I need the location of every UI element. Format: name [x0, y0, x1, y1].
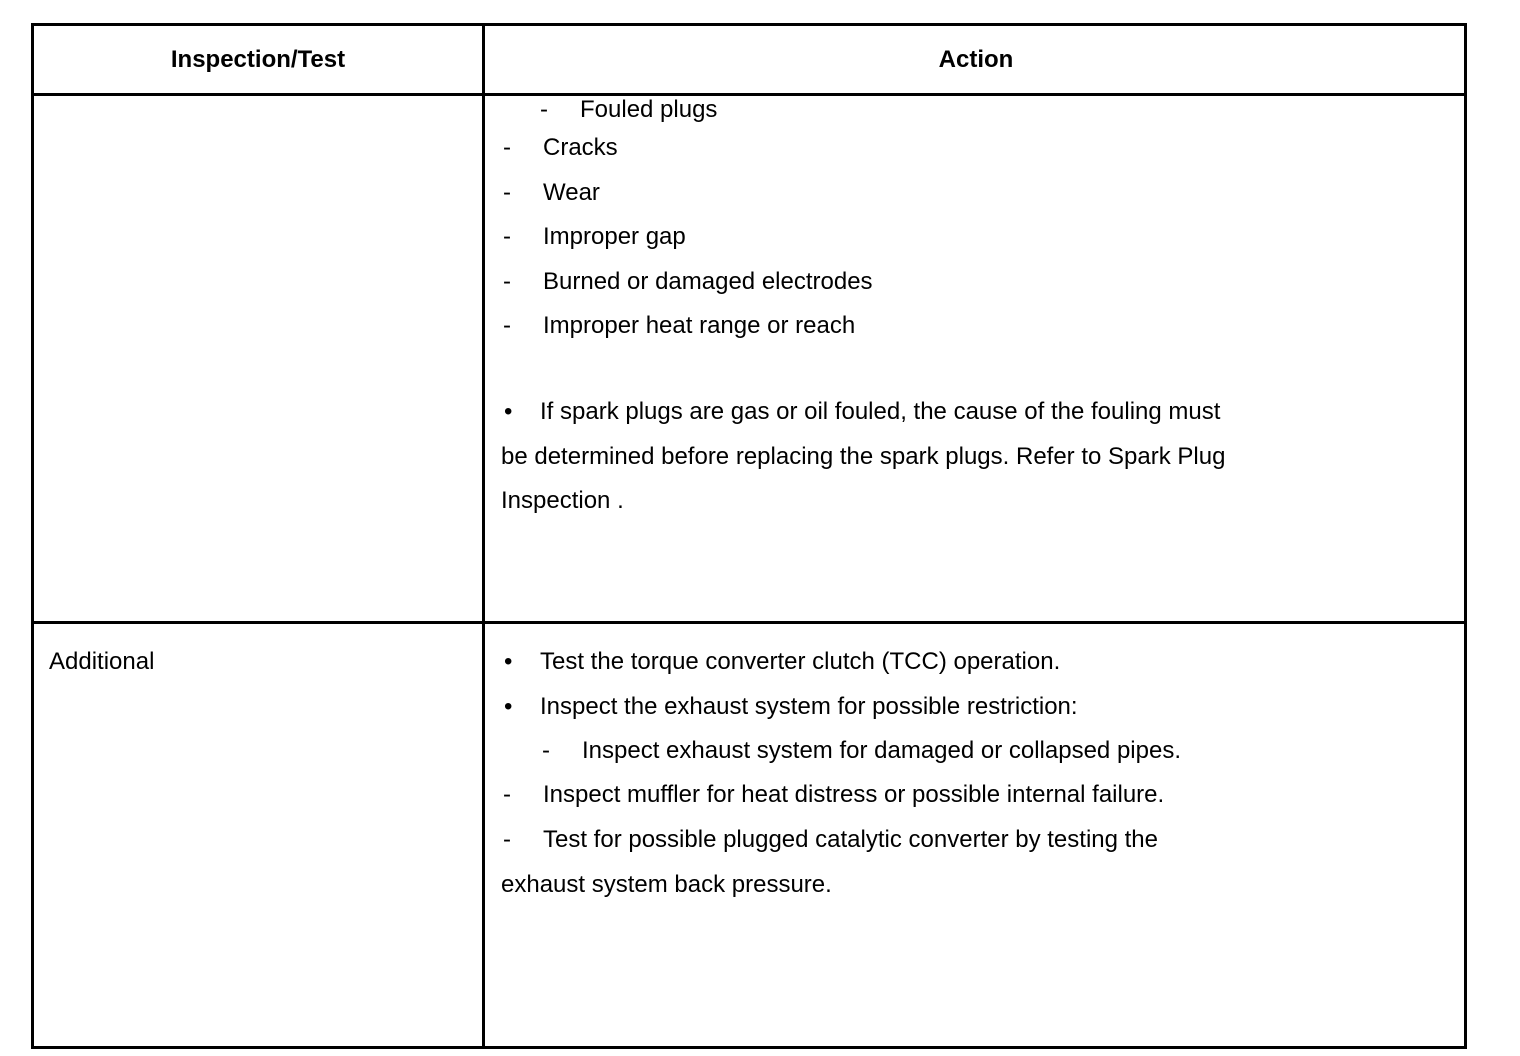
- note-line: Inspection .: [501, 487, 624, 514]
- list-marker: -: [503, 781, 511, 808]
- note-line: If spark plugs are gas or oil fouled, the cause of the fouling must: [540, 398, 1221, 425]
- bullet-marker: •: [504, 398, 513, 425]
- list-marker: -: [542, 737, 550, 764]
- list-item: Inspect the exhaust system for possible restriction:: [540, 693, 1078, 720]
- inspection-table: [31, 23, 1467, 1049]
- header-inspection-test: Inspection/Test: [170, 46, 346, 73]
- note-line: be determined before replacing the spark plugs. Refer to Spark Plug: [501, 443, 1226, 470]
- row-2-inspection: Additional: [49, 648, 155, 675]
- continuation-line: exhaust system back pressure.: [501, 871, 832, 898]
- list-item: Test for possible plugged catalytic converter by testing the: [543, 826, 1158, 853]
- list-marker: -: [540, 96, 548, 123]
- bullet-marker: •: [504, 693, 513, 720]
- header-divider: [34, 93, 1464, 96]
- list-item: Test the torque converter clutch (TCC) operation.: [540, 648, 1061, 675]
- list-item: Wear: [543, 179, 600, 206]
- list-item: Fouled plugs: [580, 96, 718, 123]
- list-item: Inspect exhaust system for damaged or collapsed pipes.: [582, 737, 1181, 764]
- list-marker: -: [503, 268, 511, 295]
- list-marker: -: [503, 179, 511, 206]
- list-marker: -: [503, 134, 511, 161]
- list-item: Improper heat range or reach: [543, 312, 856, 339]
- list-item: Inspect muffler for heat distress or possible internal failure.: [543, 781, 1165, 808]
- header-action: Action: [938, 46, 1014, 73]
- list-item: Improper gap: [543, 223, 686, 250]
- column-divider: [482, 26, 485, 1046]
- bullet-marker: •: [504, 648, 513, 675]
- list-item: Burned or damaged electrodes: [543, 268, 873, 295]
- list-marker: -: [503, 223, 511, 250]
- row-divider: [34, 621, 1464, 624]
- list-marker: -: [503, 312, 511, 339]
- list-item: Cracks: [543, 134, 618, 161]
- list-marker: -: [503, 826, 511, 853]
